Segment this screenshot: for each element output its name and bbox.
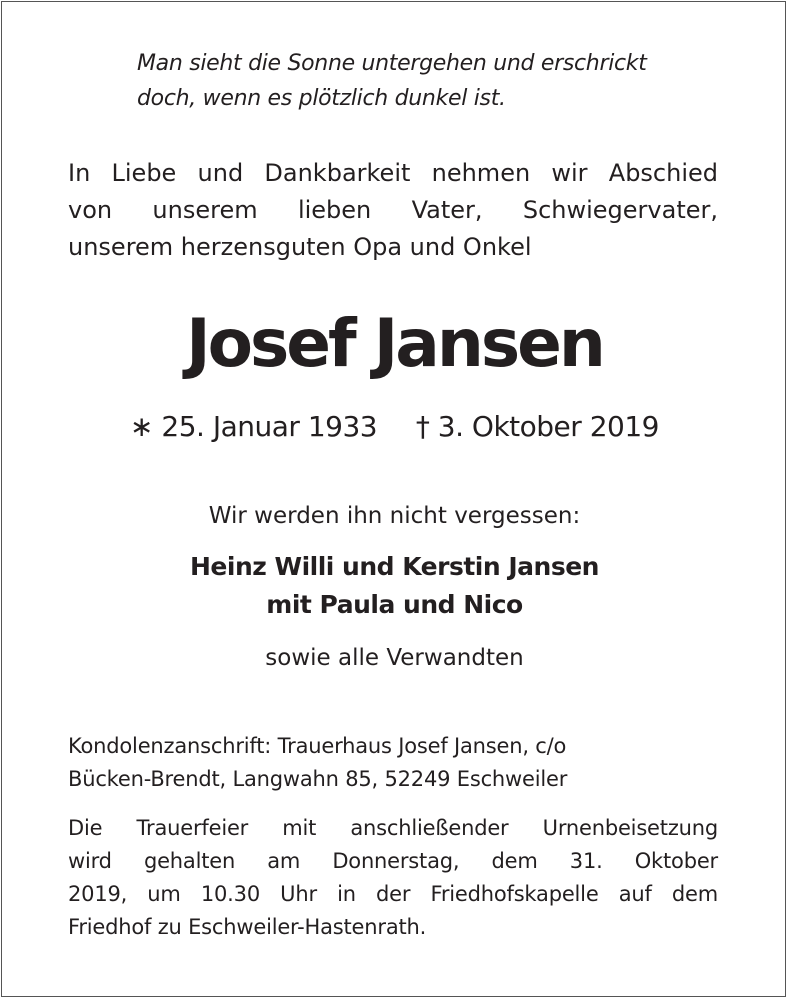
intro-text (68, 155, 718, 266)
family-names (0, 548, 789, 624)
mourners-intro: Wir werden ihn nicht vergessen: (208, 503, 581, 529)
intro-line: In Liebe und Dankbarkeit nehmen wir Abschied (68, 159, 718, 187)
ceremony-info (68, 812, 718, 944)
condolence-line: Kondolenzanschrift: Trauerhaus Josef Jansen, c/o (68, 734, 567, 758)
death-cross-icon: † (415, 410, 430, 443)
condolence-address (68, 730, 718, 796)
intro-line: von unserem lieben Vater, Schwiegervater, (68, 196, 718, 224)
life-dates (0, 410, 789, 443)
quote-line: Man sieht die Sonne untergehen und erschrickt (137, 51, 647, 76)
ceremony-line: Friedhof zu Eschweiler-Hastenrath. (68, 915, 427, 939)
ceremony-line: Die Trauerfeier mit anschließender Urnenbeisetzung (68, 816, 718, 840)
birth-date: 25. Januar 1933 (161, 410, 378, 443)
quote-line: doch, wenn es plötzlich dunkel ist. (137, 86, 506, 111)
ceremony-line: wird gehalten am Donnerstag, dem 31. Oktober (68, 849, 718, 873)
quote (137, 46, 737, 116)
family-line: Heinz Willi und Kerstin Jansen (190, 552, 599, 581)
family-line: mit Paula und Nico (266, 590, 523, 619)
ceremony-line: 2019, um 10.30 Uhr in der Friedhofskapelle auf dem (68, 882, 718, 906)
deceased-name: Josef Jansen (186, 305, 603, 382)
death-date: 3. Oktober 2019 (437, 410, 659, 443)
relatives: sowie alle Verwandten (265, 645, 524, 671)
condolence-line: Bücken-Brendt, Langwahn 85, 52249 Eschweiler (68, 767, 568, 791)
birth-star-icon: ∗ (130, 410, 153, 443)
intro-line: unserem herzensguten Opa und Onkel (68, 233, 532, 261)
